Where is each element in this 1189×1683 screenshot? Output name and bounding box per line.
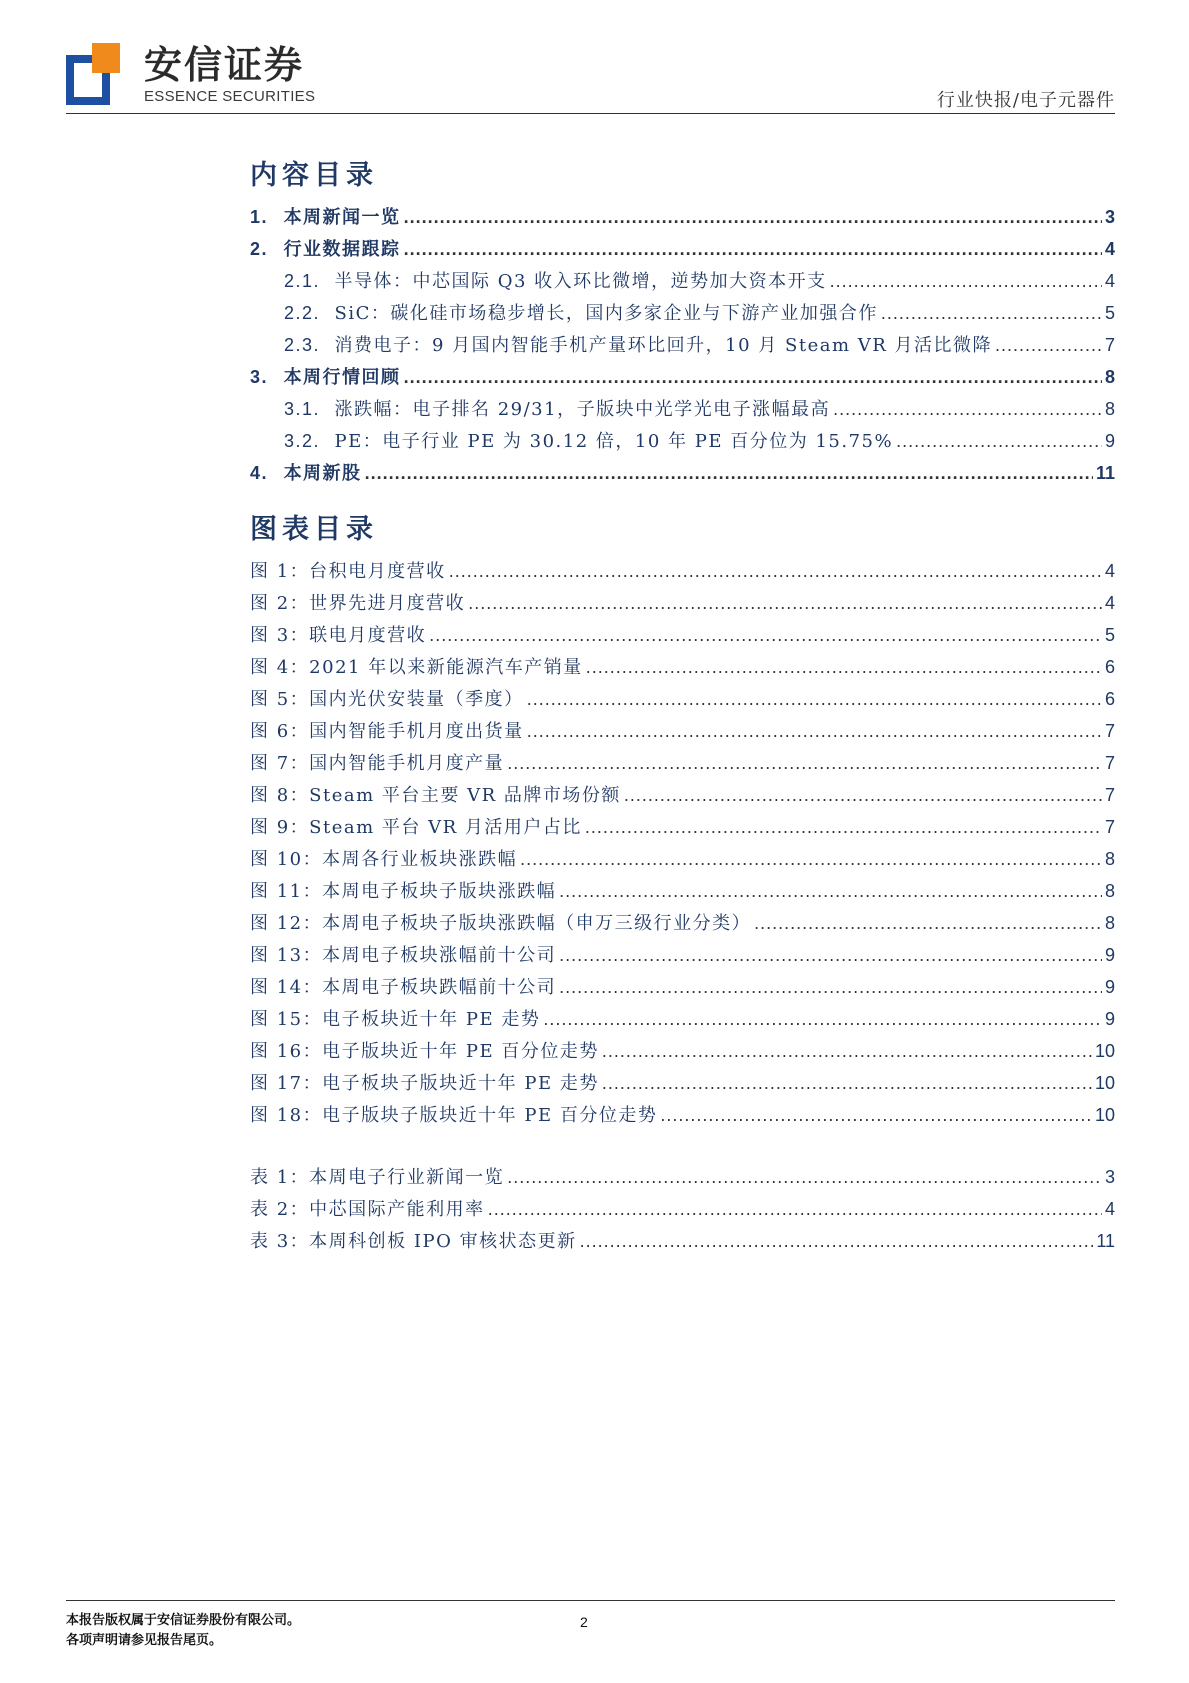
toc-entry-title: SiC：碳化硅市场稳步增长，国内多家企业与下游产业加强合作 xyxy=(334,303,878,324)
figure-entry[interactable] xyxy=(250,683,1115,715)
figure-entry[interactable] xyxy=(250,587,1115,619)
toc-entry-page: 8 xyxy=(1104,367,1115,387)
table-entry[interactable] xyxy=(250,1225,1115,1257)
figure-entry[interactable] xyxy=(250,715,1115,747)
toc-entry-number: 2. xyxy=(250,239,269,259)
toc-entry-title: 行业数据跟踪 xyxy=(283,239,401,260)
figure-entry-title: 图 4：2021 年以来新能源汽车产销量 xyxy=(250,657,583,678)
tables-list xyxy=(250,1161,1115,1257)
dot-leader xyxy=(830,265,1102,297)
essence-logo-icon xyxy=(66,43,120,105)
figure-entry[interactable] xyxy=(250,875,1115,907)
figure-entry[interactable] xyxy=(250,1003,1115,1035)
dot-leader xyxy=(404,361,1102,393)
figure-entry-title: 图 18：电子版块子版块近十年 PE 百分位走势 xyxy=(250,1105,658,1126)
toc-entry-number: 2.2. xyxy=(284,303,321,323)
figure-entry-page: 7 xyxy=(1104,753,1115,773)
dot-leader xyxy=(580,1225,1094,1257)
dot-leader xyxy=(429,619,1102,651)
dot-leader xyxy=(602,1067,1092,1099)
table-entry-page: 11 xyxy=(1096,1231,1115,1251)
figure-entry[interactable] xyxy=(250,843,1115,875)
dot-leader xyxy=(660,1099,1092,1131)
logo-chinese-name: 安信证券 xyxy=(144,43,305,87)
dot-leader xyxy=(488,1193,1102,1225)
footer-notice: 各项声明请参见报告尾页。 xyxy=(66,1633,223,1648)
figure-entry-title: 图 11：本周电子板块子版块涨跌幅 xyxy=(250,881,557,902)
dot-leader xyxy=(365,457,1093,489)
figure-entry-page: 8 xyxy=(1104,881,1115,901)
toc-entry-page: 3 xyxy=(1104,207,1115,227)
report-category: 行业快报/电子元器件 xyxy=(936,90,1115,111)
figure-entry-title: 图 16：电子版块近十年 PE 百分位走势 xyxy=(250,1041,599,1062)
toc-entry-number: 3.2. xyxy=(284,431,321,451)
dot-leader xyxy=(881,297,1102,329)
toc-entry-3-1[interactable] xyxy=(250,393,1115,425)
figure-entry[interactable] xyxy=(250,651,1115,683)
dot-leader xyxy=(896,425,1102,457)
figure-entry-page: 7 xyxy=(1104,721,1115,741)
figure-entry[interactable] xyxy=(250,907,1115,939)
dot-leader xyxy=(404,201,1102,233)
dot-leader xyxy=(520,843,1102,875)
footer-divider xyxy=(66,1600,1115,1601)
toc-entry-2-1[interactable] xyxy=(250,265,1115,297)
figure-entry-page: 9 xyxy=(1104,977,1115,997)
toc-entry-2[interactable] xyxy=(250,233,1115,265)
toc-entry-3-2[interactable] xyxy=(250,425,1115,457)
dot-leader xyxy=(527,683,1102,715)
figure-entry[interactable] xyxy=(250,939,1115,971)
toc-entry-3[interactable] xyxy=(250,361,1115,393)
figure-entry[interactable] xyxy=(250,1099,1115,1131)
contents-title: 内容目录 xyxy=(250,160,378,191)
figure-entry-page: 7 xyxy=(1104,817,1115,837)
figure-entry-page: 10 xyxy=(1094,1105,1115,1125)
page-number: 2 xyxy=(580,1614,588,1630)
dot-leader xyxy=(559,971,1102,1003)
toc-content xyxy=(250,155,1115,1257)
table-entry[interactable] xyxy=(250,1193,1115,1225)
toc-entry-page: 4 xyxy=(1104,271,1115,291)
dot-leader xyxy=(624,779,1102,811)
toc-entry-title: 消费电子：9 月国内智能手机产量环比回升，10 月 Steam VR 月活比微降 xyxy=(334,335,993,356)
figure-entry-title: 图 9：Steam 平台 VR 月活用户占比 xyxy=(250,817,582,838)
table-entry-title: 表 1：本周电子行业新闻一览 xyxy=(250,1167,505,1188)
dot-leader xyxy=(602,1035,1092,1067)
figures-title: 图表目录 xyxy=(250,514,378,545)
figure-entry[interactable] xyxy=(250,971,1115,1003)
table-entry-page: 3 xyxy=(1104,1167,1115,1187)
footer-copyright: 本报告版权属于安信证券股份有限公司。 xyxy=(66,1613,301,1628)
figure-entry[interactable] xyxy=(250,1035,1115,1067)
figure-entry-title: 图 7：国内智能手机月度产量 xyxy=(250,753,505,774)
toc-entry-page: 11 xyxy=(1095,463,1115,483)
figure-entry[interactable] xyxy=(250,619,1115,651)
logo-english-name: ESSENCE SECURITIES xyxy=(144,88,316,105)
figure-entry-title: 图 10：本周各行业板块涨跌幅 xyxy=(250,849,518,870)
figure-entry-page: 9 xyxy=(1104,945,1115,965)
toc-entry-title: 半导体：中芯国际 Q3 收入环比微增，逆势加大资本开支 xyxy=(334,271,827,292)
figure-entry-page: 5 xyxy=(1104,625,1115,645)
toc-entry-number: 2.1. xyxy=(284,271,321,291)
footer-disclaimer xyxy=(66,1611,300,1651)
dot-leader xyxy=(559,875,1102,907)
figure-entry-title: 图 3：联电月度营收 xyxy=(250,625,427,646)
toc-entry-title: 本周行情回顾 xyxy=(283,367,401,388)
toc-entry-4[interactable] xyxy=(250,457,1115,489)
toc-entry-number: 2.3. xyxy=(284,335,321,355)
figure-entry-title: 图 14：本周电子板块跌幅前十公司 xyxy=(250,977,557,998)
dot-leader xyxy=(507,747,1102,779)
figure-entry-page: 6 xyxy=(1104,657,1115,677)
figure-entry-page: 7 xyxy=(1104,785,1115,805)
figure-entry-title: 图 1：台积电月度营收 xyxy=(250,561,446,582)
figure-entry-title: 图 17：电子板块子版块近十年 PE 走势 xyxy=(250,1073,599,1094)
figure-entry-title: 图 13：本周电子板块涨幅前十公司 xyxy=(250,945,557,966)
toc-entry-1[interactable] xyxy=(250,201,1115,233)
toc-entry-page: 7 xyxy=(1104,335,1115,355)
toc-entry-title: 本周新闻一览 xyxy=(283,207,401,228)
dot-leader xyxy=(543,1003,1102,1035)
figure-entry-page: 9 xyxy=(1104,1009,1115,1029)
dot-leader xyxy=(833,393,1102,425)
figure-entry-title: 图 12：本周电子板块子版块涨跌幅（申万三级行业分类） xyxy=(250,913,752,934)
dot-leader xyxy=(507,1161,1102,1193)
header-divider xyxy=(66,113,1115,114)
toc-entry-number: 4. xyxy=(250,463,269,483)
figure-entry-title: 图 5：国内光伏安装量（季度） xyxy=(250,689,524,710)
figure-entry-page: 6 xyxy=(1104,689,1115,709)
contents-list xyxy=(250,201,1115,489)
figure-entry-page: 10 xyxy=(1094,1073,1115,1093)
figure-entry-title: 图 6：国内智能手机月度出货量 xyxy=(250,721,524,742)
dot-leader xyxy=(559,939,1102,971)
dot-leader xyxy=(404,233,1102,265)
toc-entry-title: PE：电子行业 PE 为 30.12 倍，10 年 PE 百分位为 15.75% xyxy=(334,431,894,452)
toc-entry-page: 9 xyxy=(1104,431,1115,451)
figure-entry-page: 4 xyxy=(1104,561,1115,581)
dot-leader xyxy=(586,651,1102,683)
toc-entry-page: 8 xyxy=(1104,399,1115,419)
figure-entry[interactable] xyxy=(250,779,1115,811)
figure-entry[interactable] xyxy=(250,747,1115,779)
figure-entry-page: 4 xyxy=(1104,593,1115,613)
dot-leader xyxy=(449,555,1102,587)
toc-entry-number: 3.1. xyxy=(284,399,321,419)
figure-entry[interactable] xyxy=(250,1067,1115,1099)
figure-entry[interactable] xyxy=(250,555,1115,587)
table-entry-page: 4 xyxy=(1104,1199,1115,1219)
figure-entry-page: 10 xyxy=(1094,1041,1115,1061)
toc-entry-page: 4 xyxy=(1104,239,1115,259)
toc-entry-title: 本周新股 xyxy=(283,463,362,484)
dot-leader xyxy=(754,907,1102,939)
toc-entry-2-2[interactable] xyxy=(250,297,1115,329)
toc-entry-page: 5 xyxy=(1104,303,1115,323)
toc-entry-number: 1. xyxy=(250,207,269,227)
toc-entry-title: 涨跌幅：电子排名 29/31，子版块中光学光电子涨幅最高 xyxy=(334,399,831,420)
table-entry[interactable] xyxy=(250,1161,1115,1193)
figure-entry[interactable] xyxy=(250,811,1115,843)
figure-entry-title: 图 15：电子板块近十年 PE 走势 xyxy=(250,1009,541,1030)
toc-entry-number: 3. xyxy=(250,367,269,387)
figure-entry-page: 8 xyxy=(1104,849,1115,869)
dot-leader xyxy=(585,811,1102,843)
figure-entry-page: 8 xyxy=(1104,913,1115,933)
figure-entry-title: 图 2：世界先进月度营收 xyxy=(250,593,466,614)
figure-entry-title: 图 8：Steam 平台主要 VR 品牌市场份额 xyxy=(250,785,621,806)
dot-leader xyxy=(527,715,1102,747)
table-entry-title: 表 2：中芯国际产能利用率 xyxy=(250,1199,485,1220)
table-entry-title: 表 3：本周科创板 IPO 审核状态更新 xyxy=(250,1231,577,1252)
figures-list xyxy=(250,555,1115,1131)
dot-leader xyxy=(995,329,1102,361)
toc-entry-2-3[interactable] xyxy=(250,329,1115,361)
dot-leader xyxy=(468,587,1102,619)
